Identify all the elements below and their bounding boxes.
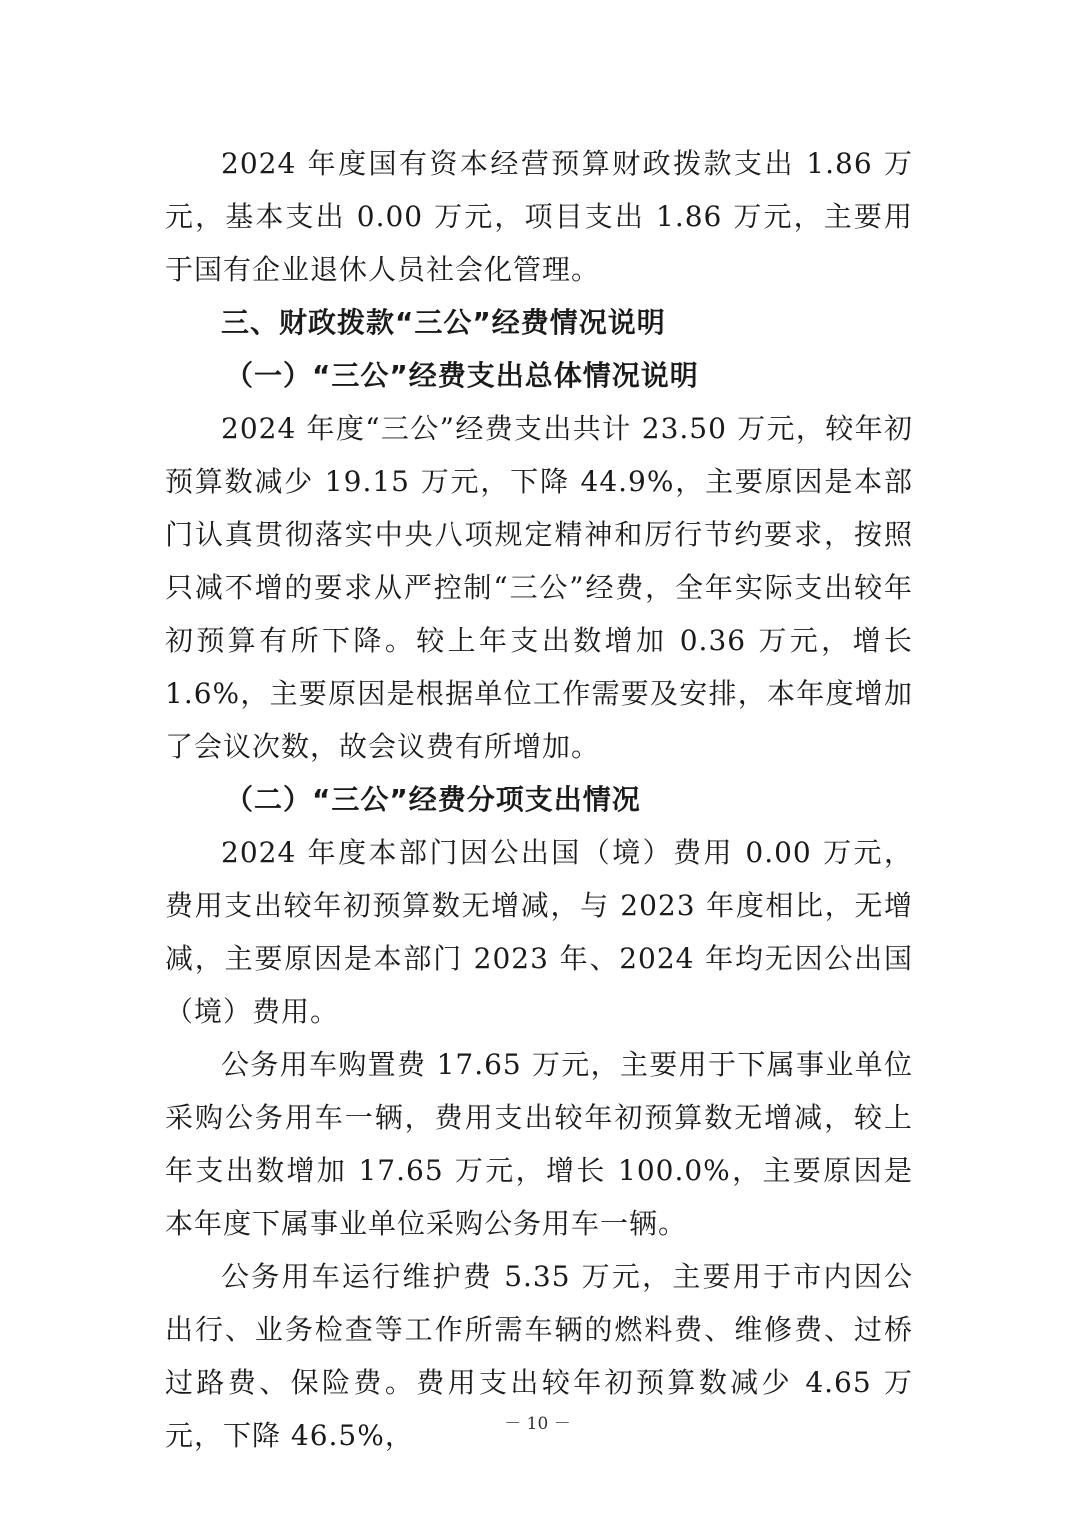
- paragraph-state-capital-budget: 2024 年度国有资本经营预算财政拨款支出 1.86 万元，基本支出 0.00 万元，项目支出 1.86 万元，主要用于国有企业退休人员社会化管理。: [165, 147, 913, 286]
- section-heading-three-public-expenses: 三、财政拨款“三公”经费情况说明: [221, 306, 666, 339]
- subheading-overall-expenditure: （一）“三公”经费支出总体情况说明: [225, 359, 699, 392]
- subheading-itemized-expenditure: （二）“三公”经费分项支出情况: [225, 783, 641, 816]
- page-number: － 10 －: [504, 1414, 571, 1434]
- document-body: [165, 137, 913, 1462]
- paragraph-overall-expenditure: 2024 年度“三公”经费支出共计 23.50 万元，较年初预算数减少 19.15 万元，下降 44.9%，主要原因是本部门认真贯彻落实中央八项规定精神和厉行节约要求，按照只减不增的要求从严控制“三公”经费，全年实际支出较年初预算有所下降。较上年支出数增加 0.36 万元，增长 1.6%，主要原因是根据单位工作需要及安排，本年度增加了会议次数，故会议费有所增加。: [165, 412, 913, 763]
- paragraph-vehicle-maintenance: 公务用车运行维护费 5.35 万元，主要用于市内因公出行、业务检查等工作所需车辆的燃料费、维修费、过桥过路费、保险费。费用支出较年初预算数减少 4.65 万元，下降 46.5%，: [165, 1260, 913, 1452]
- paragraph-vehicle-purchase: 公务用车购置费 17.65 万元，主要用于下属事业单位采购公务用车一辆，费用支出较年初预算数无增减，较上年支出数增加 17.65 万元，增长 100.0%，主要原因是本年度下属事业单位采购公务用车一辆。: [165, 1048, 913, 1240]
- paragraph-overseas-travel: 2024 年度本部门因公出国（境）费用 0.00 万元，费用支出较年初预算数无增减，与 2023 年度相比，无增减，主要原因是本部门 2023 年、2024 年均无因公出国（境）费用。: [165, 836, 913, 1028]
